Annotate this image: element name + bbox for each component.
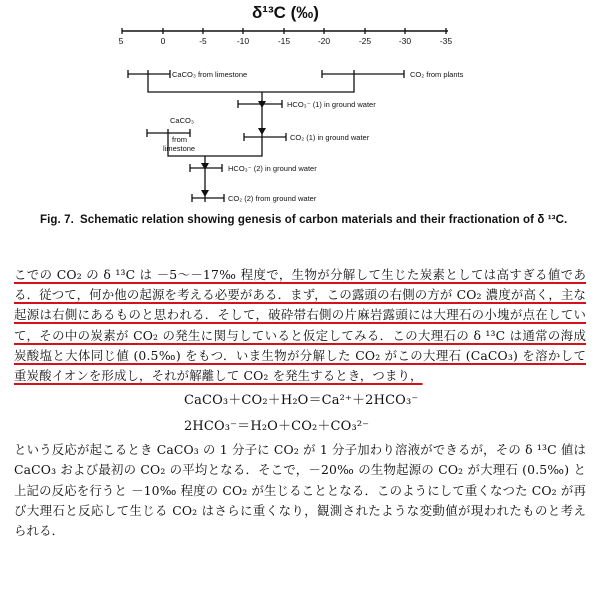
label-hco3-1: HCO₃⁻ (1) in ground water (287, 100, 376, 109)
equation-1: CaCO₃＋CO₂＋H₂O＝Ca²⁺＋2HCO₃⁻ (184, 393, 419, 409)
label-co2-plants: CO₂ from plants (410, 70, 464, 79)
tick-label: 0 (160, 36, 166, 46)
label-caco3-limestone-2b: from (172, 135, 187, 144)
tick-label: -5 (199, 36, 207, 46)
figure-label: Fig. 7. (40, 214, 74, 226)
arrowhead-icon (201, 190, 209, 197)
label-caco3-limestone-2c: limestone (163, 144, 196, 153)
figure-caption (40, 212, 580, 228)
equation-2: 2HCO₃⁻＝H₂O＋CO₂＋CO₃²⁻ (184, 419, 370, 435)
genesis-diagram (0, 0, 600, 215)
tick-label: 5 (118, 36, 124, 46)
body-text (14, 265, 586, 541)
connector-co2-1-hco3-2 (205, 141, 262, 156)
connector-limestone-hco3-1 (148, 78, 262, 92)
label-co2-1: CO₂ (1) in ground water (290, 133, 370, 142)
label-hco3-2: HCO₃⁻ (2) in ground water (228, 164, 317, 173)
label-caco3-limestone-1: CaCO₃ from limestone (172, 70, 248, 79)
paragraph-2: という反応が起こるとき CaCO₃ の 1 分子に CO₂ が 1 分子加わり溶液ができるが，その δ ¹³C 値は CaCO₃ および最初の CO₂ の平均となる．そこで，－20‰ の生物起源の CO₂ が大理石 (0.5‰) と上記の反応を行うと －10‰ 程度の CO₂ が生じることとなる．このようにして重くなつた CO₂ が再び大理石と反応して生じる CO₂ はさらに重くなり，観測されたような変動値が現われたものと考えられる． (14, 442, 586, 539)
axis-title: δ¹³C (‰) (252, 3, 319, 22)
paragraph-1: こでの CO₂ の δ ¹³C は －5～－17‰ 程度で，生物が分解して生じた炭素としては高すぎる値である．従つて，何か他の起源を考える必要がある．まず，この露頭の右側の方が CO₂ 濃度が高く，主な起源は右側にあるものと思われる．そして，破砕帯右側の片麻岩露頭には大理石の小塊が点在していて，その中の炭素が CO₂ の発生に関与していると仮定してみる．この大理石の δ ¹³C は通常の海成炭酸塩と大体同じ値 (0.5‰) をもつ．いま生物が分解した CO₂ がこの大理石 (CaCO₃) を溶かして重炭酸イオンを形成し，それが解離して CO₂ を発生するとき，つまり， (14, 267, 586, 384)
tick-label: -10 (236, 36, 250, 46)
connector-plants-hco3-1 (262, 78, 354, 92)
arrowhead-icon (258, 128, 266, 135)
label-caco3-limestone-2a: CaCO₃ (170, 116, 194, 125)
tick-label: -25 (358, 36, 372, 46)
tick-label: -30 (398, 36, 412, 46)
tick-label: -20 (317, 36, 331, 46)
tick-label: -15 (277, 36, 291, 46)
arrowhead-icon (201, 163, 209, 170)
label-co2-2: CO₂ (2) from ground water (228, 194, 317, 203)
tick-label: -35 (439, 36, 453, 46)
figure-caption-text: Schematic relation showing genesis of carbon materials and their fractionation of δ ¹³C. (79, 214, 568, 226)
